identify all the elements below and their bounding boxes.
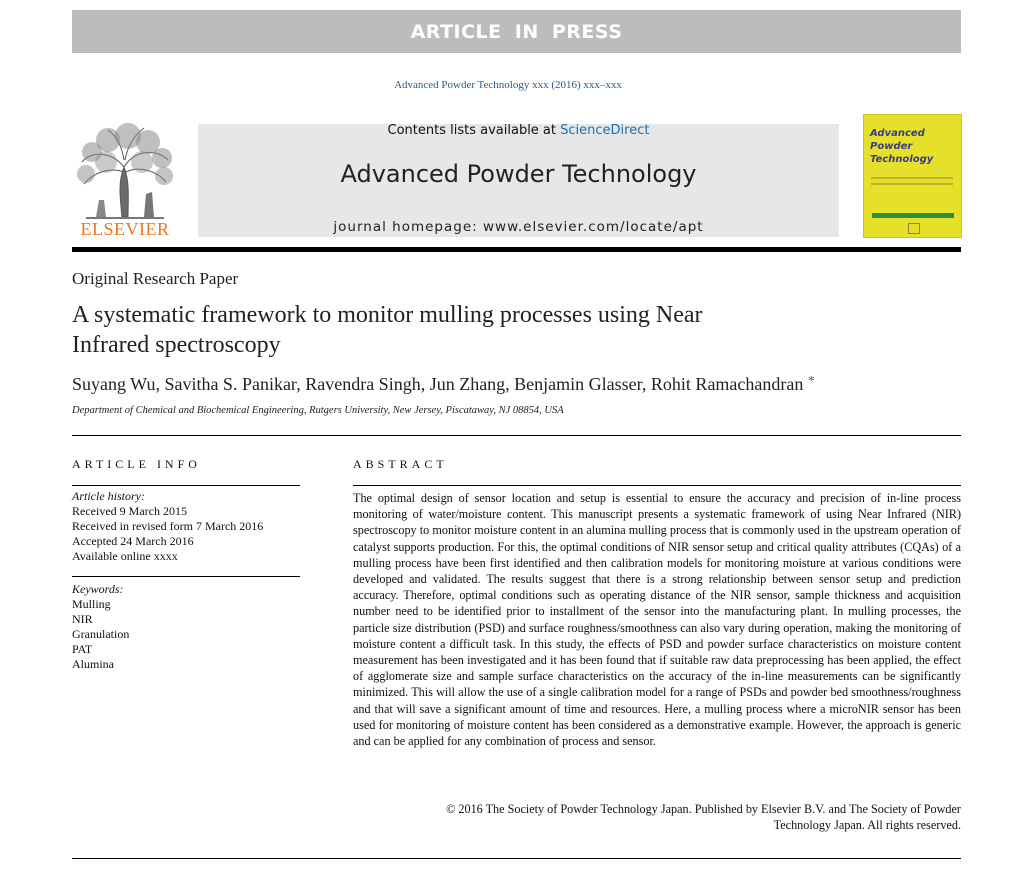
history-item: Received 9 March 2015 bbox=[72, 504, 187, 518]
history-item: Received in revised form 7 March 2016 bbox=[72, 519, 264, 533]
article-info-rule bbox=[72, 485, 300, 486]
journal-cover-thumbnail[interactable] bbox=[863, 114, 962, 238]
article-title bbox=[72, 300, 832, 360]
keyword: Mulling bbox=[72, 597, 111, 611]
cover-logo-mark bbox=[908, 223, 920, 234]
copyright-notice bbox=[353, 801, 961, 833]
sciencedirect-link[interactable]: ScienceDirect bbox=[560, 123, 650, 138]
history-item: Available online xxxx bbox=[72, 549, 178, 563]
paper-type: Original Research Paper bbox=[72, 269, 239, 288]
copyright-line-2: Technology Japan. All rights reserved. bbox=[773, 818, 961, 833]
keyword: NIR bbox=[72, 612, 93, 626]
abstract-text: The optimal design of sensor location and setup is essential to ensure the accuracy and precision of in-line process monitoring of water/moisture content. This manuscript presents a systematic framework of using Near Infrared (NIR) spectroscopy to monitor moisture content in an alumina mulling process that is commonly used in the upstream operation of catalyst supports production. For this, the optimal conditions of NIR sensor setup and critical quality attributes (CQAs) of a mulling process have been first identified and then calibration models for monitoring moisture at various conditions were developed and validated. The results suggest that there is a strong relationship between sensor setup and prediction accuracy. Therefore, optimal conditions such as operating distance of the NIR sensor, sample thickness and acquisition number need to be identified prior to installment of the sensor into the manufacturing plant. In mulling processes, the particle size distribution (PSD) and surface roughness/smoothness can also vary during operation, making the monitoring of moisture content a difficult task. In this study, the effects of PSD and powder surface characteristics on moisture content measurement has been investigated and it has been found that if suitable raw data preprocessing has been applied, the effect of agglomerate size and sample surface characteristics on the accuracy of the in-line measurements can be significantly minimized. This will allow the use of a single calibration model for a range of PSDs and powder bed smoothness/roughness and that will save a significant amount of time and resources. Here, a mulling process where a microNIR sensor has been used for monitoring of moisture content has been considered as a demonstrative example. However, the approach is generic and can be applied for any combination of process and sensor. bbox=[353, 491, 961, 749]
article-info-heading: ARTICLE INFO bbox=[72, 457, 201, 471]
elsevier-wordmark[interactable]: ELSEVIER bbox=[80, 219, 170, 239]
corresponding-author-mark[interactable]: * bbox=[807, 374, 815, 389]
article-in-press-banner: ARTICLE IN PRESS bbox=[72, 10, 961, 53]
history-label: Article history: bbox=[72, 489, 145, 503]
keyword: PAT bbox=[72, 642, 93, 656]
title-line-1: A systematic framework to monitor mulling processes using Near bbox=[72, 302, 703, 328]
authors-text[interactable]: Suyang Wu, Savitha S. Panikar, Ravendra Singh, Jun Zhang, Benjamin Glasser, Rohit Ramachandran bbox=[72, 374, 804, 394]
keywords-label: Keywords: bbox=[72, 582, 124, 596]
abstract-rule bbox=[353, 485, 961, 486]
contents-prefix: Contents lists available at bbox=[387, 123, 561, 138]
cover-title: Advanced Powder Technology bbox=[870, 128, 934, 165]
cover-text-lines bbox=[871, 177, 953, 189]
history-item: Accepted 24 March 2016 bbox=[72, 534, 194, 548]
journal-homepage-link[interactable]: journal homepage: www.elsevier.com/locate/apt bbox=[333, 219, 704, 235]
header-rule bbox=[72, 247, 961, 252]
keyword: Granulation bbox=[72, 627, 130, 641]
copyright-line-1: © 2016 The Society of Powder Technology Japan. Published by Elsevier B.V. and The Society of Powder bbox=[446, 802, 961, 816]
abstract-heading: ABSTRACT bbox=[353, 457, 448, 471]
divider bbox=[72, 435, 961, 436]
history-rule bbox=[72, 576, 300, 577]
author-list bbox=[72, 374, 815, 395]
article-history bbox=[72, 489, 300, 564]
title-line-2: Infrared spectroscopy bbox=[72, 332, 281, 358]
keyword: Alumina bbox=[72, 657, 114, 671]
footer-rule bbox=[72, 858, 961, 859]
cover-bar bbox=[872, 213, 954, 218]
journal-title[interactable]: Advanced Powder Technology bbox=[340, 160, 697, 188]
contents-available bbox=[198, 123, 839, 138]
keywords-list bbox=[72, 582, 300, 672]
affiliation: Department of Chemical and Biochemical Engineering, Rutgers University, New Jersey, Piscataway, NJ 08854, USA bbox=[72, 405, 564, 416]
journal-citation[interactable]: Advanced Powder Technology xxx (2016) xxx–xxx bbox=[394, 79, 622, 91]
